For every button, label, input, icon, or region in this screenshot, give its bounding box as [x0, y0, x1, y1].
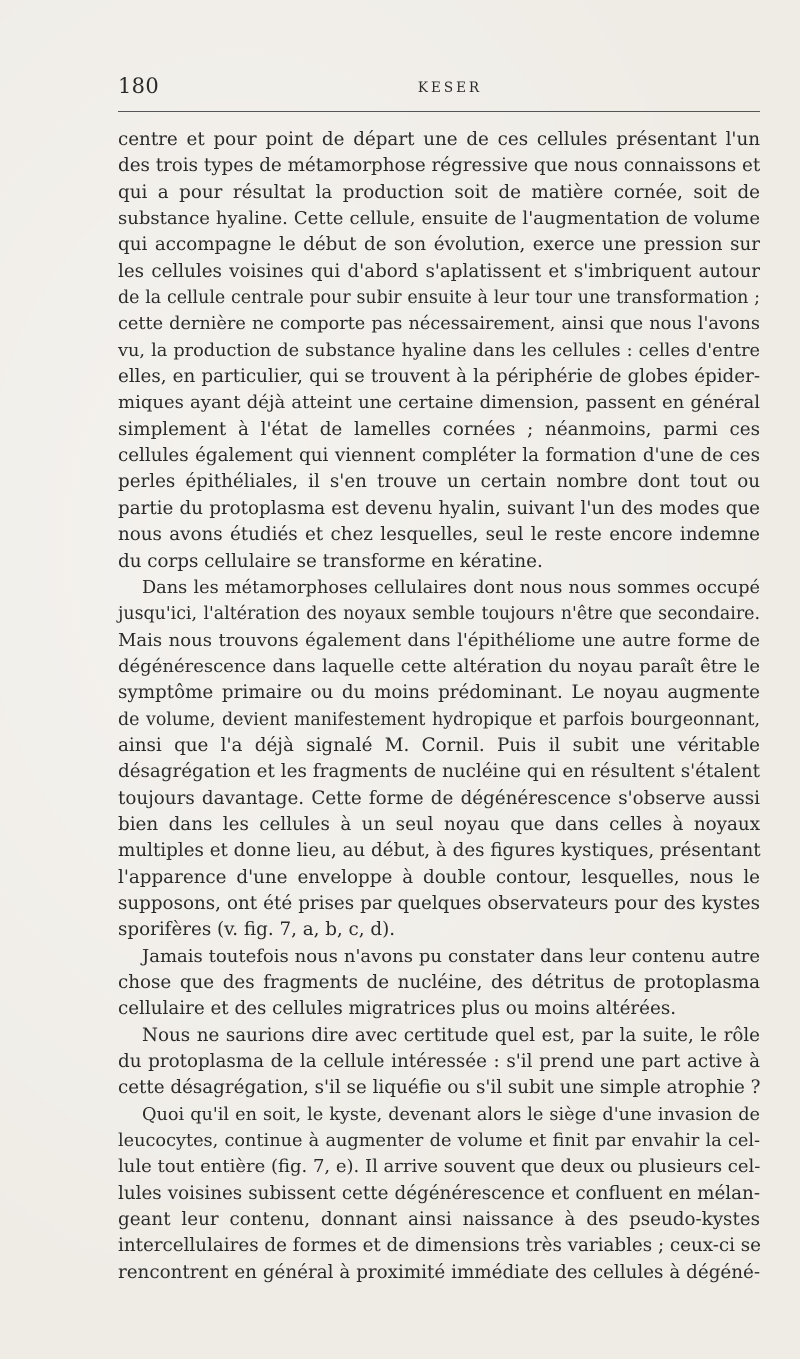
text-line: les cellules voisines qui d'abord s'aplatissent et s'imbriquent autour — [118, 260, 760, 282]
running-head — [118, 74, 762, 104]
text-line: lule tout entière (fig. 7, e). Il arrive souvent que deux ou plusieurs cel- — [118, 1156, 761, 1178]
text-line: supposons, ont été prises par quelques observateurs pour des kystes — [118, 892, 760, 914]
text-line: centre et pour point de départ une de ces cellules présentant l'un — [118, 129, 760, 150]
text-line: qui accompagne le début de son évolution, exerce une pression sur — [118, 234, 760, 256]
text-line: dégénérescence dans laquelle cette altération du noyau paraît être le — [118, 655, 760, 677]
text-line: du corps cellulaire se transforme en kératine. — [118, 550, 543, 572]
text-line: cellules également qui viennent compléter la formation d'une de ces — [118, 445, 760, 467]
text-line: cellulaire et des cellules migratrices plus ou moins altérées. — [118, 998, 677, 1020]
text-line: intercellulaires de formes et de dimensions très variables ; ceux-ci se — [118, 1235, 762, 1257]
text-line: multiples et donne lieu, au début, à des figures kystiques, présentant — [118, 840, 761, 862]
text-line: de volume, devient manifestement hydropique et parfois bourgeonnant, — [118, 709, 760, 730]
text-line: Dans les métamorphoses cellulaires dont nous nous sommes occupé — [142, 577, 760, 598]
text-line: cette désagrégation, s'il se liquéfie ou s'il subit une simple atrophie ? — [118, 1077, 761, 1099]
text-line: du protoplasma de la cellule intéressée : s'il prend une part active à — [118, 1051, 760, 1073]
text-line: ainsi que l'a déjà signalé M. Cornil. Puis il subit une véritable — [118, 734, 760, 756]
text-line: geant leur contenu, donnant ainsi naissance à des pseudo-kystes — [118, 1209, 760, 1231]
text-line: lules voisines subissent cette dégénérescence et confluent en mélan- — [118, 1182, 760, 1204]
text-line: Jamais toutefois nous n'avons pu constater dans leur contenu autre — [142, 945, 760, 967]
text-line: symptôme primaire ou du moins prédominant. Le noyau augmente — [118, 682, 760, 704]
text-line: toujours davantage. Cette forme de dégénérescence s'observe aussi — [118, 787, 760, 809]
text-line: leucocytes, continue à augmenter de volume et finit par envahir la cel- — [118, 1131, 760, 1152]
header-rule — [118, 111, 760, 112]
text-line: des trois types de métamorphose régressive que nous connaissons et — [118, 155, 761, 177]
text-line: Mais nous trouvons également dans l'épithéliome une autre forme de — [118, 629, 760, 651]
text-line: qui a pour résultat la production soit de matière cornée, soit de — [118, 181, 760, 203]
text-line: substance hyaline. Cette cellule, ensuite de l'augmentation de volume — [118, 208, 760, 230]
text-line: elles, en particulier, qui se trouvent à la périphérie de globes épider- — [118, 366, 760, 388]
text-line: bien dans les cellules à un seul noyau que dans celles à noyaux — [118, 813, 760, 835]
text-line: jusqu'ici, l'altération des noyaux semble toujours n'être que secondaire. — [118, 604, 760, 625]
text-line: partie du protoplasma est devenu hyalin, suivant l'un des modes que — [118, 497, 760, 519]
running-title: KESER — [417, 80, 483, 96]
text-line: de la cellule centrale pour subir ensuite à leur tour une transformation ; — [118, 288, 760, 309]
text-line: Nous ne saurions dire avec certitude quel est, par la suite, le rôle — [142, 1024, 760, 1046]
page-number: 180 — [118, 74, 159, 98]
text-line: simplement à l'état de lamelles cornées ; néanmoins, parmi ces — [118, 418, 760, 440]
text-line: vu, la production de substance hyaline dans les cellules : celles d'entre — [118, 340, 760, 361]
text-line: sporifères (v. fig. 7, a, b, c, d). — [118, 919, 396, 941]
text-line: rencontrent en général à proximité immédiate des cellules à dégéné- — [118, 1261, 760, 1283]
text-line: perles épithéliales, il s'en trouve un certain nombre dont tout ou — [118, 471, 760, 493]
body-text — [118, 127, 760, 1286]
text-line: cette dernière ne comporte pas nécessairement, ainsi que nous l'avons — [118, 314, 760, 335]
text-line: Quoi qu'il en soit, le kyste, devenant alors le siège d'une invasion de — [142, 1104, 760, 1125]
text-line: l'apparence d'une enveloppe à double contour, lesquelles, nous le — [118, 866, 760, 888]
text-line: miques ayant déjà atteint une certaine dimension, passent en général — [118, 392, 760, 414]
text-line: chose que des fragments de nucléine, des détritus de protoplasma — [118, 972, 760, 993]
text-line: nous avons étudiés et chez lesquelles, seul le reste encore indemne — [118, 524, 760, 546]
text-line: désagrégation et les fragments de nucléine qui en résultent s'étalent — [118, 761, 760, 783]
